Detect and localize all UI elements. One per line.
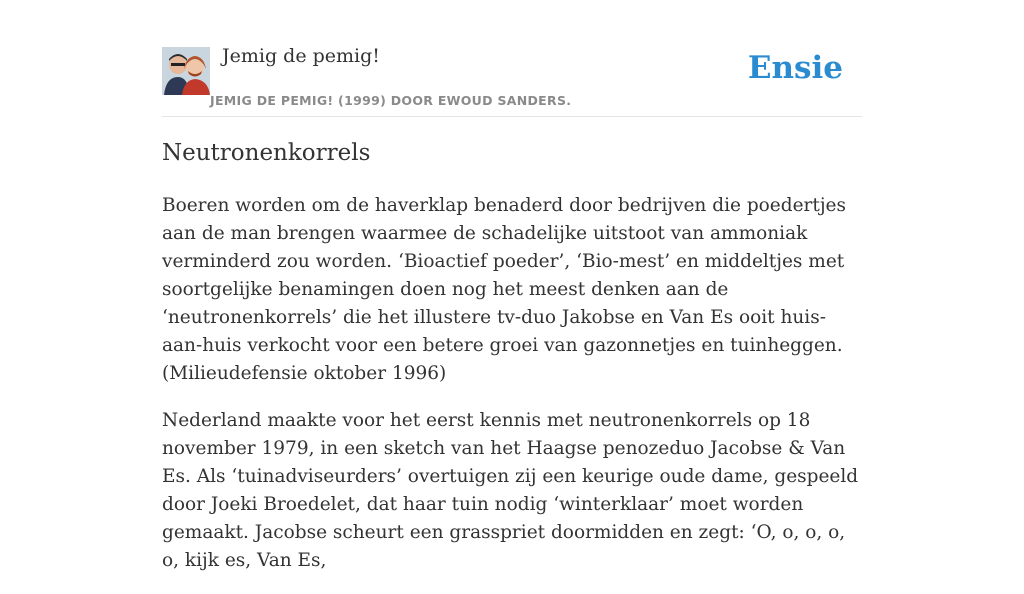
book-avatar[interactable] xyxy=(162,47,210,95)
article-title: Neutronenkorrels xyxy=(162,140,371,166)
book-subtitle[interactable]: JEMIG DE PEMIG! (1999) DOOR EWOUD SANDERS. xyxy=(210,93,572,108)
article-paragraph: Nederland maakte voor het eerst kennis met neutronenkorrels op 18 november 1979, in een sketch van het Haagse penozeduo Jacobse & Van Es. Als ‘tuinadviseurders’ overtuigen zij een keurige oude dame, gespeeld door Joeki Broedelet, dat haar tuin nodig ‘winterklaar’ moet worden gemaakt. Jacobse scheurt een grasspriet doormidden en zegt: ‘O, o, o, o, o, kijk es, Van Es, xyxy=(162,410,859,571)
book-header xyxy=(162,0,862,117)
ensie-logo[interactable]: Ensie xyxy=(747,50,843,86)
article-body xyxy=(162,192,862,594)
book-title[interactable]: Jemig de pemig! xyxy=(222,45,380,67)
avatar-image xyxy=(162,47,210,95)
page-container xyxy=(162,0,862,571)
article-paragraph: Boeren worden om de haverklap benaderd door bedrijven die poedertjes aan de man brengen waarmee de schadelijke uitstoot van ammoniak verminderd zou worden. ‘Bioactief poeder’, ‘Bio-mest’ en middeltjes met soortgelijke benamingen doen nog het meest denken aan de ‘neutronenkorrels’ die het illustere tv-duo Jakobse en Van Es ooit huis-aan-huis verkocht voor een betere groei van gazonnetjes en tuinheggen. (Milieudefensie oktober 1996) xyxy=(162,195,846,384)
